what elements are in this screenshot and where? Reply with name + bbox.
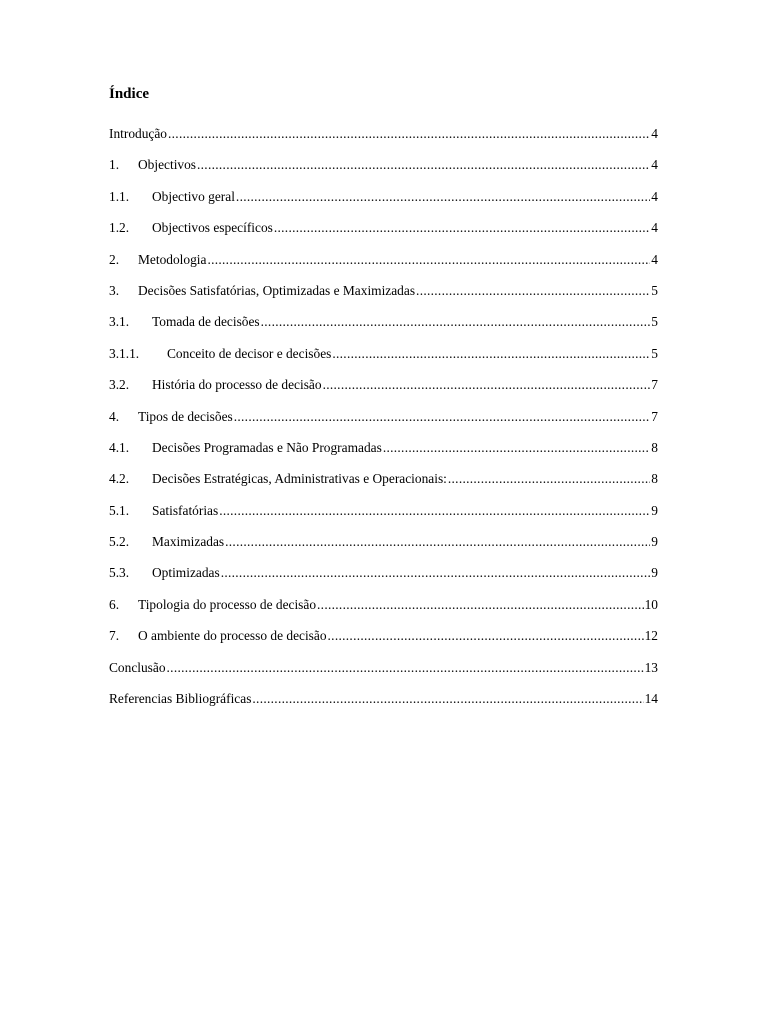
toc-entry[interactable] [109, 344, 658, 375]
toc-entry-number: 6. [109, 596, 120, 612]
toc-dot-leader [448, 469, 650, 489]
toc-dot-leader [225, 532, 650, 552]
toc-dot-leader [197, 155, 650, 175]
toc-dot-leader [219, 501, 650, 521]
toc-entry[interactable] [109, 438, 658, 469]
toc-entry-page-number: 10 [644, 596, 658, 612]
toc-entry-label: Tipos de decisões [138, 408, 233, 424]
toc-dot-leader [323, 375, 651, 395]
toc-entry-page-number: 5 [651, 314, 658, 330]
toc-dot-leader [252, 689, 643, 709]
toc-dot-leader [328, 626, 644, 646]
toc-entry-page-number: 7 [651, 408, 658, 424]
toc-dot-leader [383, 438, 650, 458]
toc-dot-leader [317, 595, 644, 615]
toc-entry-label: Decisões Programadas e Não Programadas [152, 439, 382, 455]
toc-entry-page-number: 5 [651, 345, 658, 361]
toc-entry-label: Tomada de decisões [152, 314, 260, 330]
toc-entry[interactable] [109, 155, 658, 186]
toc-entry[interactable] [109, 501, 658, 532]
toc-entry[interactable] [109, 250, 658, 281]
toc-entry[interactable] [109, 532, 658, 563]
toc-entry-number: 3.1. [109, 314, 130, 330]
toc-entry-number: 2. [109, 251, 120, 267]
table-of-contents [109, 124, 658, 720]
toc-entry-number: 5.1. [109, 502, 130, 518]
toc-entry[interactable] [109, 595, 658, 626]
toc-entry-label: Optimizadas [152, 565, 220, 581]
toc-entry-page-number: 12 [644, 628, 658, 644]
toc-entry-page-number: 14 [644, 691, 658, 707]
toc-entry-page-number: 4 [651, 188, 658, 204]
toc-entry-number: 4. [109, 408, 120, 424]
toc-entry-label: Objectivo geral [152, 188, 235, 204]
toc-entry-number: 7. [109, 628, 120, 644]
toc-entry-label: Objectivos específicos [152, 220, 273, 236]
toc-dot-leader [221, 563, 651, 583]
toc-entry[interactable] [109, 469, 658, 500]
toc-entry-label: Metodologia [138, 251, 207, 267]
toc-entry-page-number: 4 [651, 220, 658, 236]
toc-entry-page-number: 4 [651, 157, 658, 173]
toc-entry-label: Decisões Satisfatórias, Optimizadas e Maximizadas [138, 282, 416, 298]
toc-dot-leader [236, 187, 650, 207]
toc-entry-page-number: 13 [644, 659, 658, 675]
toc-entry-number: 4.1. [109, 439, 130, 455]
toc-dot-leader [332, 344, 650, 364]
toc-entry[interactable] [109, 375, 658, 406]
toc-entry-number: 5.2. [109, 534, 130, 550]
toc-entry[interactable] [109, 281, 658, 312]
toc-entry-label: Objectivos [138, 157, 197, 173]
toc-entry-number: 3.2. [109, 377, 130, 393]
toc-entry-number: 1.1. [109, 188, 130, 204]
toc-entry-label: Tipologia do processo de decisão [138, 596, 317, 612]
toc-dot-leader [207, 250, 650, 270]
toc-entry-label: História do processo de decisão [152, 377, 322, 393]
toc-entry-label: Satisfatórias [152, 502, 219, 518]
toc-entry-page-number: 8 [651, 471, 658, 487]
toc-entry[interactable] [109, 689, 658, 720]
toc-entry-number: 5.3. [109, 565, 130, 581]
toc-entry[interactable] [109, 312, 658, 343]
toc-entry[interactable] [109, 658, 658, 689]
toc-entry-label: Decisões Estratégicas, Administrativas e Operacionais: [152, 471, 447, 487]
toc-entry-label: Referencias Bibliográficas [109, 691, 252, 707]
toc-entry-page-number: 4 [651, 251, 658, 267]
toc-entry-page-number: 9 [651, 502, 658, 518]
toc-entry-page-number: 9 [651, 534, 658, 550]
toc-entry-number: 3.1.1. [109, 345, 140, 361]
toc-entry[interactable] [109, 407, 658, 438]
toc-dot-leader [167, 658, 644, 678]
toc-dot-leader [261, 312, 651, 332]
toc-entry[interactable] [109, 187, 658, 218]
toc-dot-leader [274, 218, 650, 238]
toc-entry-label: O ambiente do processo de decisão [138, 628, 327, 644]
toc-entry-number: 3. [109, 282, 120, 298]
toc-entry-page-number: 9 [651, 565, 658, 581]
toc-entry-page-number: 4 [651, 126, 658, 141]
toc-entry-label: Introdução [109, 126, 168, 141]
toc-entry-label: Conclusão [109, 659, 166, 675]
toc-title: Índice [109, 86, 150, 102]
toc-entry-page-number: 5 [651, 282, 658, 298]
toc-entry[interactable] [109, 218, 658, 249]
toc-entry-page-number: 8 [651, 439, 658, 455]
toc-entry-label: Conceito de decisor e decisões [167, 345, 332, 361]
toc-dot-leader [168, 124, 650, 144]
toc-entry-page-number: 7 [651, 377, 658, 393]
toc-dot-leader [416, 281, 650, 301]
toc-entry-number: 1.2. [109, 220, 130, 236]
toc-entry-number: 1. [109, 157, 120, 173]
toc-entry[interactable] [109, 626, 658, 657]
toc-dot-leader [234, 407, 651, 427]
toc-entry[interactable] [109, 563, 658, 594]
toc-entry[interactable] [109, 124, 658, 155]
toc-entry-number: 4.2. [109, 471, 130, 487]
toc-entry-label: Maximizadas [152, 534, 225, 550]
